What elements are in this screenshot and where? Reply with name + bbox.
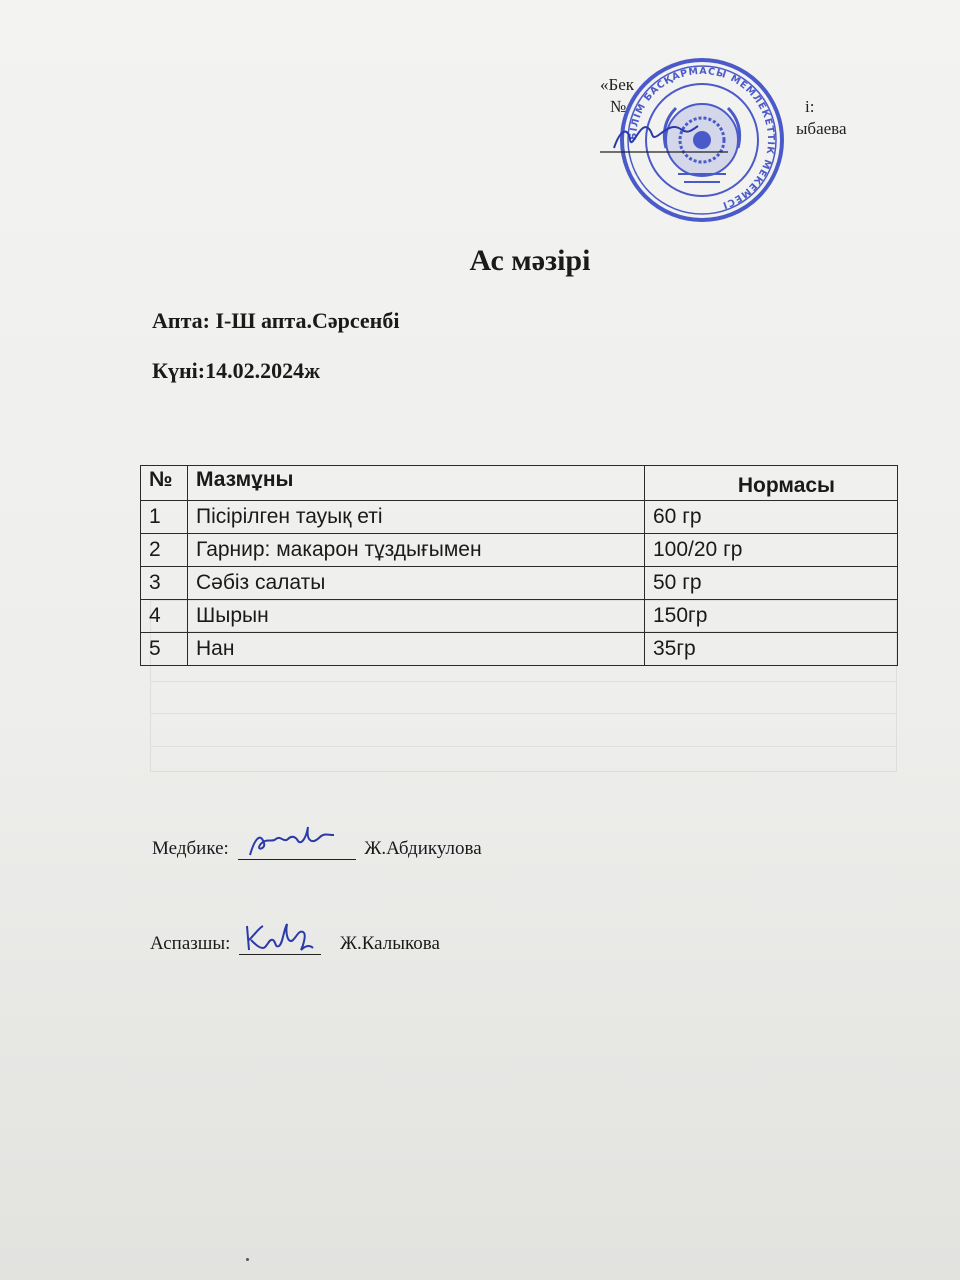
row-item: Шырын — [188, 600, 645, 633]
table-row — [141, 633, 898, 666]
row-item: Сәбіз салаты — [188, 567, 645, 600]
approval-line-4: ыбаева — [796, 119, 847, 138]
approval-line-2: № — [610, 97, 627, 116]
menu-table — [140, 465, 898, 666]
director-signature-icon — [596, 118, 736, 158]
approval-line-1: «Бек — [600, 75, 635, 94]
cook-signature-blank — [239, 928, 321, 955]
nurse-signature-blank — [238, 833, 356, 860]
row-number: 3 — [141, 567, 188, 600]
date-label: Күні:14.02.2024ж — [152, 358, 321, 383]
row-number: 2 — [141, 534, 188, 567]
page-title: Ас мәзірі — [469, 244, 591, 277]
row-norm: 100/20 гр — [645, 534, 898, 567]
approval-line-3: і: — [805, 97, 815, 116]
week-label: Апта: І-Ш апта.Сәрсенбі — [152, 308, 400, 333]
row-item: Пісірілген тауық еті — [188, 501, 645, 534]
header-content: Мазмұны — [188, 466, 645, 501]
nurse-name: Ж.Абдикулова — [364, 838, 482, 859]
row-number: 5 — [141, 633, 188, 666]
table-header-row — [141, 466, 898, 501]
seal-text: БІЛІМ БАСҚАРМАСЫ МЕМЛЕКЕТТІК МЕКЕМЕСІ — [627, 65, 777, 211]
table-row — [141, 567, 898, 600]
header-norm: Нормасы — [645, 466, 898, 501]
table-row — [141, 600, 898, 633]
cook-signature-icon — [239, 920, 321, 954]
nurse-label: Медбике: — [152, 838, 229, 859]
row-number: 4 — [141, 600, 188, 633]
cook-name: Ж.Калыкова — [339, 933, 440, 954]
nurse-signature-icon — [238, 825, 356, 859]
paper-speck — [246, 1258, 249, 1261]
row-number: 1 — [141, 501, 188, 534]
header-number: № — [141, 466, 188, 501]
table-row — [141, 501, 898, 534]
row-norm: 150гр — [645, 600, 898, 633]
row-norm: 50 гр — [645, 567, 898, 600]
row-norm: 35гр — [645, 633, 898, 666]
row-item: Нан — [188, 633, 645, 666]
nurse-signature-line — [152, 833, 482, 860]
table-row — [141, 534, 898, 567]
cook-signature-line — [150, 928, 440, 955]
row-item: Гарнир: макарон тұздығымен — [188, 534, 645, 567]
cook-label: Аспазшы: — [150, 933, 231, 954]
row-norm: 60 гр — [645, 501, 898, 534]
